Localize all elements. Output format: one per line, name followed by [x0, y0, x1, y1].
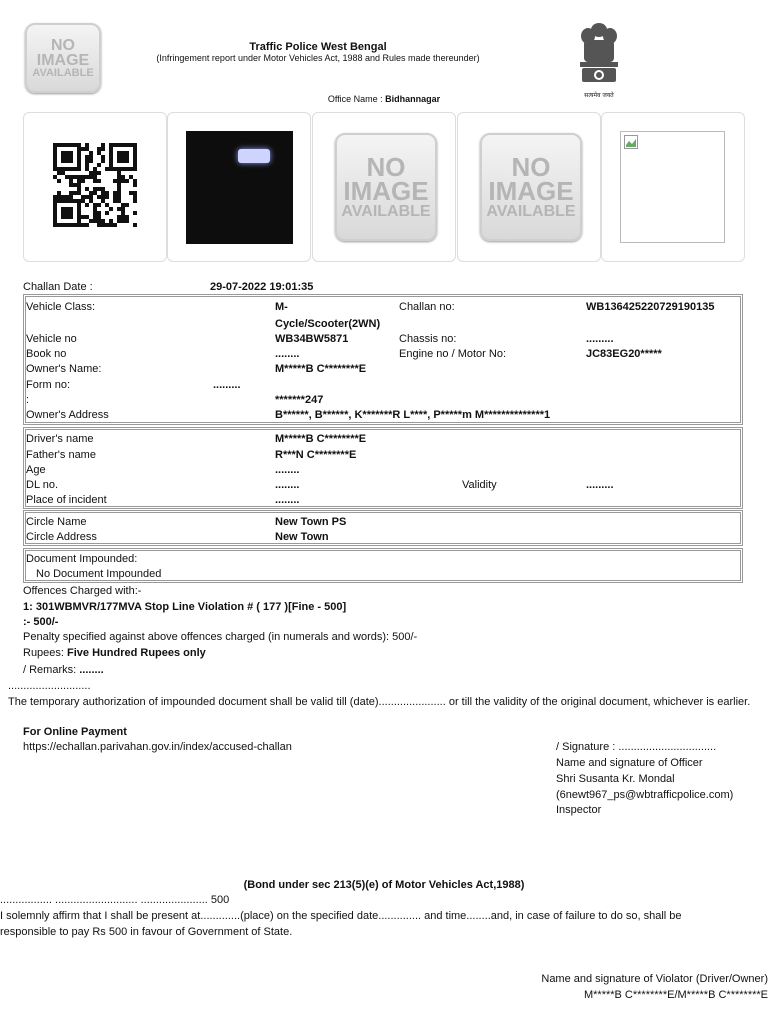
vehicle-no-label: Vehicle no	[26, 333, 77, 345]
vehicle-photo[interactable]	[186, 131, 293, 244]
challan-no-value: WB136425220729190135	[586, 301, 715, 313]
age-label: Age	[26, 464, 46, 476]
bond-title: (Bond under sec 213(5)(e) of Motor Vehicles Act,1988)	[243, 879, 525, 891]
bond-dots-line: ................. ........................... ...................... 500	[0, 894, 230, 906]
officer-signature: / Signature : ................................	[556, 741, 717, 753]
engine-no-value: JC83EG20*****	[586, 348, 662, 360]
officer-name: Shri Susanta Kr. Mondal	[556, 773, 675, 785]
challan-date-label: Challan Date :	[23, 281, 93, 293]
form-no-label: Form no:	[26, 379, 71, 391]
validity-value: .........	[586, 479, 614, 491]
vehicle-class-value-cont: Cycle/Scooter(2WN)	[275, 318, 381, 330]
no-image-text: IMAGE	[36, 51, 90, 69]
vehicle-class-label: Vehicle Class:	[26, 301, 96, 313]
circle-address-label: Circle Address	[26, 531, 97, 543]
officer-email: (6newt967_ps@wbtrafficpolice.com)	[556, 789, 734, 801]
remarks-label: / Remarks:	[23, 664, 80, 676]
engine-no-label: Engine no / Motor No:	[399, 348, 507, 360]
circle-details-box	[23, 510, 743, 546]
driver-name-label: Driver's name	[26, 433, 94, 445]
circle-name-value: New Town PS	[275, 516, 347, 528]
emblem-caption: सत्यमेव जयते	[584, 92, 614, 99]
offence-item: 1: 301WBMVR/177MVA Stop Line Violation # ( 177 )[Fine - 500]	[23, 601, 347, 613]
vehicle-no-value: WB34BW5871	[275, 333, 349, 345]
validity-label: Validity	[462, 479, 497, 491]
owner-name-value: M*****B C********E	[275, 363, 367, 375]
qr-code[interactable]	[53, 143, 137, 227]
dl-no-value: ........	[275, 479, 300, 491]
no-image-placeholder	[480, 133, 582, 241]
emblem-icon	[574, 20, 624, 88]
officer-name-label: Name and signature of Officer	[556, 757, 703, 769]
remarks-value: ........	[79, 664, 104, 676]
no-image-text: AVAILABLE	[486, 203, 576, 221]
bond-affirmation: I solemnly affirm that I shall be present at.............(place) on the specified date.............. and time........and, in case of failure to do so, shall be	[0, 910, 682, 922]
challan-no-label: Challan no:	[399, 301, 455, 313]
remarks-line	[23, 664, 104, 676]
vehicle-light	[238, 149, 270, 163]
office-name	[0, 94, 768, 104]
vehicle-class-value: M-	[275, 301, 288, 313]
challan-date-value: 29-07-2022 19:01:35	[210, 281, 314, 293]
qr-module	[133, 223, 137, 227]
dl-no-label: DL no.	[26, 479, 59, 491]
online-payment-link[interactable]: https://echallan.parivahan.gov.in/index/accused-challan	[23, 741, 292, 753]
officer-rank: Inspector	[556, 804, 602, 816]
page-subtitle: (Infringement report under Motor Vehicles Act, 1988 and Rules made thereunder)	[156, 53, 480, 63]
vehicle-photo-card	[167, 112, 311, 262]
owner-name-label: Owner's Name:	[26, 363, 102, 375]
book-no-label: Book no	[26, 348, 67, 360]
circle-name-label: Circle Name	[26, 516, 87, 528]
national-emblem	[574, 20, 624, 98]
document-impounded-value: No Document Impounded	[36, 568, 162, 580]
book-no-value: ........	[275, 348, 300, 360]
no-image-placeholder	[335, 133, 437, 241]
dots-line: ...........................	[8, 680, 91, 692]
office-name-label: Office Name :	[327, 94, 386, 104]
validity-paragraph: The temporary authorization of impounded document shall be valid till (date)...................... or till the validity of the original document, whichever is earlier.	[8, 696, 751, 708]
no-image-text: NO	[511, 151, 551, 182]
broken-image-icon	[624, 135, 638, 149]
image-card-4	[457, 112, 601, 262]
no-image-text: NO	[51, 36, 75, 54]
document-impounded-label: Document Impounded:	[26, 553, 138, 565]
form-no-colon: :	[26, 394, 30, 406]
page-title: Traffic Police West Bengal	[249, 41, 387, 53]
driver-details-box	[23, 427, 743, 509]
no-image-text: AVAILABLE	[32, 66, 94, 79]
no-image-text: AVAILABLE	[341, 203, 431, 221]
broken-image	[620, 131, 725, 243]
place-value: ........	[275, 494, 300, 506]
no-image-text: NO	[366, 151, 406, 182]
chassis-no-label: Chassis no:	[399, 333, 457, 345]
qr-code-card	[23, 112, 167, 262]
bond-affirmation-cont: responsible to pay Rs 500 in favour of Government of State.	[0, 926, 293, 938]
penalty-text: Penalty specified against above offences charged (in numerals and words): 500/-	[23, 631, 418, 643]
owner-address-label: Owner's Address	[26, 409, 109, 421]
chassis-no-value: .........	[586, 333, 614, 345]
rupees-value: Five Hundred Rupees only	[67, 647, 206, 659]
vehicle-details-box	[23, 294, 743, 425]
violator-label: Name and signature of Violator (Driver/Owner)	[541, 973, 768, 985]
document-impounded-box	[23, 548, 743, 583]
driver-name-value: M*****B C********E	[275, 433, 367, 445]
image-card-3	[312, 112, 456, 262]
rupees-line	[23, 647, 206, 659]
image-card-5	[601, 112, 745, 262]
office-name-value: Bidhannagar	[385, 94, 441, 104]
age-value: ........	[275, 464, 300, 476]
form-no-value-2: *******247	[275, 394, 324, 406]
father-name-label: Father's name	[26, 449, 96, 461]
place-label: Place of incident	[26, 494, 107, 506]
online-payment-label: For Online Payment	[23, 726, 127, 738]
rupees-label: Rupees:	[23, 647, 68, 659]
no-image-text: IMAGE	[488, 176, 574, 207]
offence-amount: :- 500/-	[23, 616, 59, 628]
father-name-value: R***N C********E	[275, 449, 357, 461]
form-no-value: .........	[213, 379, 241, 391]
offences-label: Offences Charged with:-	[23, 585, 142, 597]
circle-address-value: New Town	[275, 531, 329, 543]
owner-address-value: B******, B******, K*******R L****, P*****m M**************1	[275, 409, 551, 421]
violator-name: M*****B C********E/M*****B C********E	[583, 989, 768, 1001]
no-image-text: IMAGE	[343, 176, 429, 207]
